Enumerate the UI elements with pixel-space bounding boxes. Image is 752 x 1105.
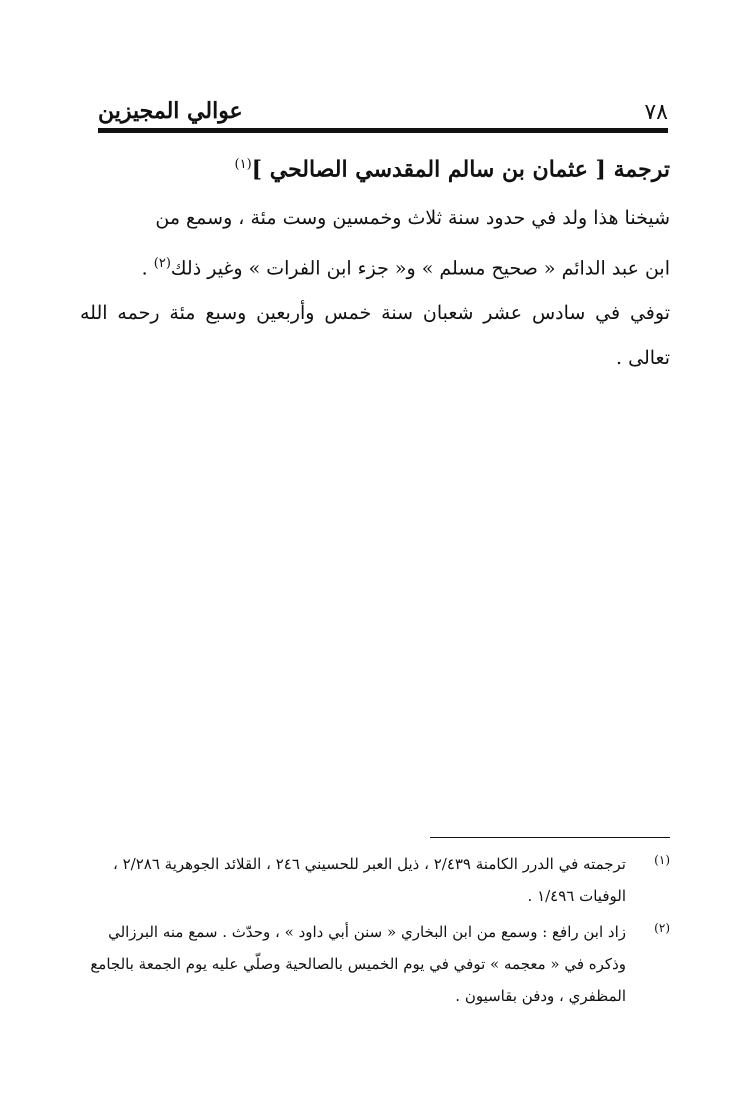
footnote-line: المظفري ، ودفن بقاسيون . xyxy=(455,987,626,1005)
body-line-2-text: ابن عبد الدائم « صحيح مسلم » و« جزء ابن الفرات » وغير ذلك xyxy=(170,257,670,280)
footnote-1 xyxy=(80,848,670,912)
body-line-2-end: . xyxy=(141,257,154,280)
footnote-line: زاد ابن رافع : وسمع من ابن البخاري « سنن أبي داود » ، وحدّث . سمع منه البرزالي xyxy=(108,923,626,941)
footnote-number: (٢) xyxy=(654,921,670,935)
page-number: ٧٨ xyxy=(644,100,668,125)
footnote-number: (١) xyxy=(654,853,670,867)
body-line-1: شيخنا هذا ولد في حدود سنة ثلاث وخمسين وست مئة ، وسمع من xyxy=(155,207,670,229)
chapter-footnote-mark: (١) xyxy=(234,157,252,172)
body-line-2 xyxy=(80,241,670,291)
running-title: عوالي المجيزين xyxy=(98,98,243,124)
chapter-title-text: ترجمة [ عثمان بن سالم المقدسي الصالحي ] xyxy=(251,156,670,183)
footnote-line: وذكره في « معجمه » توفي في يوم الخميس بالصالحية وصلّي عليه يوم الجمعة بالجامع xyxy=(90,955,626,973)
body-text xyxy=(80,196,670,381)
body-line-3: توفي في سادس عشر شعبان سنة خمس وأربعين وسبع مئة رحمه الله تعالى . xyxy=(80,302,670,370)
page-header xyxy=(98,96,668,130)
body-footnote-mark: (٢) xyxy=(153,256,171,271)
footnote-separator xyxy=(430,837,670,838)
footnote-line: ترجمته في الدرر الكامنة ٢/٤٣٩ ، ذيل العبر للحسيني ٢٤٦ ، القلائد الجوهرية ٢/٢٨٦ ، xyxy=(113,855,626,873)
footnotes xyxy=(80,848,670,1016)
footnote-line: الوفيات ١/٤٩٦ . xyxy=(527,887,626,905)
header-rule xyxy=(98,128,668,133)
chapter-title xyxy=(110,146,670,188)
footnote-2 xyxy=(80,916,670,1012)
